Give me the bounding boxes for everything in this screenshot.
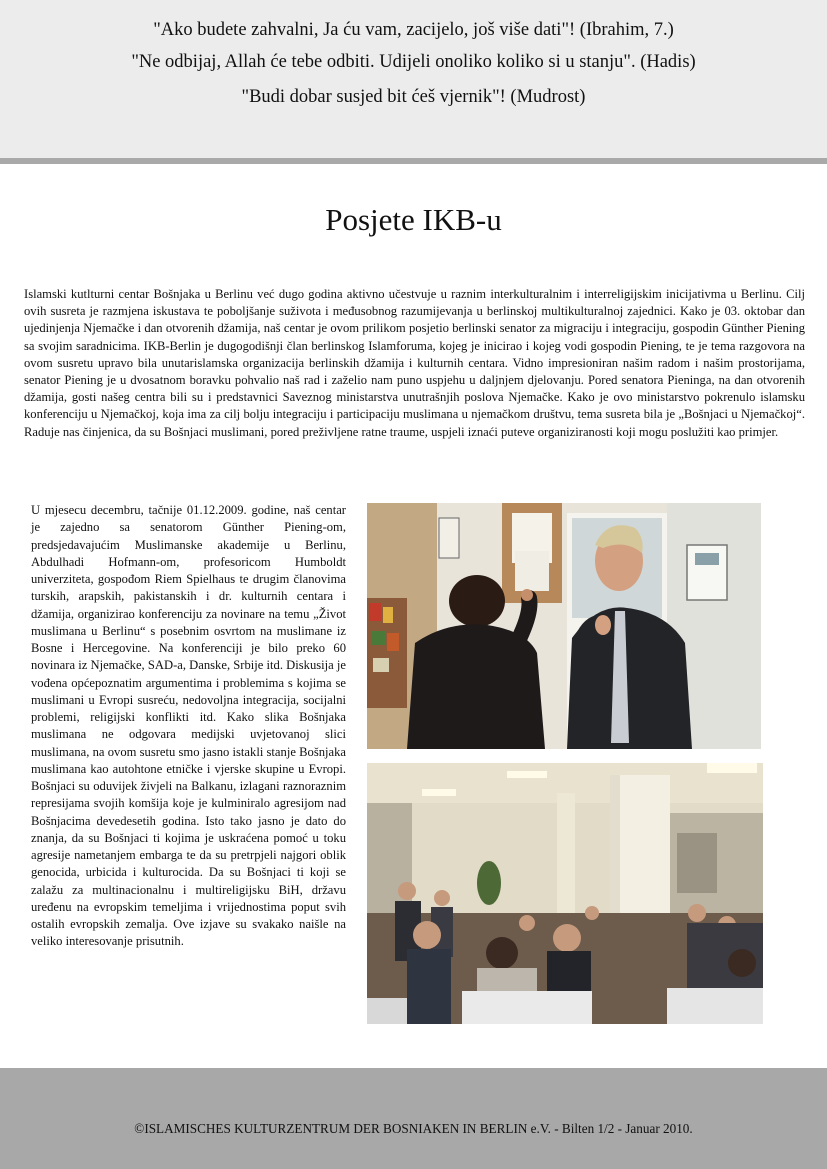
photo-senator-visit [367,503,761,749]
header-divider [0,158,827,164]
footer-copyright: ©ISLAMISCHES KULTURZENTRUM DER BOSNIAKEN IN BERLIN e.V. - Bilten 1/2 - Januar 2010. [134,1121,693,1136]
photo-senator-visit-image [367,503,761,749]
quote-header [0,0,827,158]
article-intro-paragraph: Islamski kutlturni centar Bošnjaka u Berlinu već dugo godina aktivno učestvuje u raznim interkulturalnim i interreligijskim inicijativma u Berlinu. Cilj ovih susreta je razmjena iskustava te poboljšanje suživota i međusobnog razumijevanja u berlinskoj multikulturalnoj zajednici. Kako je 03. oktobar dan ujedinjenja Njemačke i dan otvorenih džamija, naš centar je ovom prilikom posjetio berlinski senator za migraciju i integraciju, gospodin Günther Piening sa svojim saradnicima. IKB-Berlin je dugogodišnji član berlinskog Islamforuma, kojeg je inicirao i kojeg vodi gospodin Piening, te je tema razgovora na ovom susretu upravo bila unutarislamska organizacija berlinskih džamija i kulturnih centara. Vidno impresioniran našim radom i našim prostorijama, senator Piening je u dvosatnom boravku pohvalio naš rad i zaželio nam puno uspjehu u daljnjem djelovanju. Pored senatora Pieninga, na dan otvorenih džamija, gosti našeg centra bili su i predstavnici Saveznog ministarstva unutrašnjih poslova Njemačke. Kako je ovo ministarstvo pokrenulo islamsku konferenciju u Njemačkoj, koja ima za cilj bolju integraciju i participaciju muslimana u njemačkom društvu, tema susreta bila je „Bošnjaci u Njemačkoj“. Raduje nas činjenica, da su Bošnjaci muslimani, pored preživljene ratne traume, uspjeli iznaći puteve organiziranosti koji mogu poslužiti kao primjer. [24,287,805,439]
photo-press-conference [367,763,763,1024]
article-title: Posjete IKB-u [325,202,502,237]
article-column-paragraph: U mjesecu decembru, tačnije 01.12.2009. godine, naš centar je zajedno sa senatorom Günther Piening-om, predsjedavajućim Muslimanske akademije u Berlinu, Abdulhadi Hofmann-om, profesoricom Humboldt univerziteta, gospođom Riem Spielhaus te drugim članovima turskih, arapskih, pakistanskih i dr. kulturnih centara i džamija, organizirao konferenciju za novinare na temu „Život muslimana u Berlinu“ s posebnim osvrtom na muslimane iz Bosne i Hercegovine. Na konferenciji je bilo preko 60 novinara iz Njemačke, SAD-a, Danske, Srbije itd. Diskusija je vođena općepoznatim argumentima i problemima s kojima se muslimani u Evropi susreću, nedovoljna integracija, socijalni problemi, religijski konflikti itd. Kako slika Bošnjaka muslimana ne odgovara medijski uvjetovanoj slici muslimana, na ovom susretu smo jasno istakli stanje Bošnjaka muslimana kao autohtone etničke i vjerske skupine u Evropi. Bošnjaci su oduvijek živjeli na Balkanu, izlagani raznoraznim represijama svojih komšija koje je kulminiralo agresijom nad Bošnjacima devedesetih godina. Isto tako jasno je dato do znanja, da su Bošnjaci ti kojima je uskraćena pomoć u toku agresije nametanjem embarga te da su pretrpjeli najgori oblik genocida, urbicida i kulturocida. Da su Bošnjaci ti koji se zalažu za multinacionalnu i multireligijsku BiH, državu uređenu na evropskim temeljima i vrijednostima poput svih ostalih evropskih zemalja. Ove izjave su svakako naišle na veliko interesovanje prisutnih. [31,503,346,949]
quote-hadis: "Ne odbijaj, Allah će tebe odbiti. Udijeli onoliko koliko si u stanju". (Hadis) [131,52,696,72]
quote-ibrahim: "Ako budete zahvalni, Ja ću vam, zacijelo, još više dati"! (Ibrahim, 7.) [153,20,674,40]
footer-bar [0,1068,827,1169]
quote-mudrost: "Budi dobar susjed bit ćeš vjernik"! (Mudrost) [241,87,586,107]
photo-press-conference-image [367,763,763,1024]
